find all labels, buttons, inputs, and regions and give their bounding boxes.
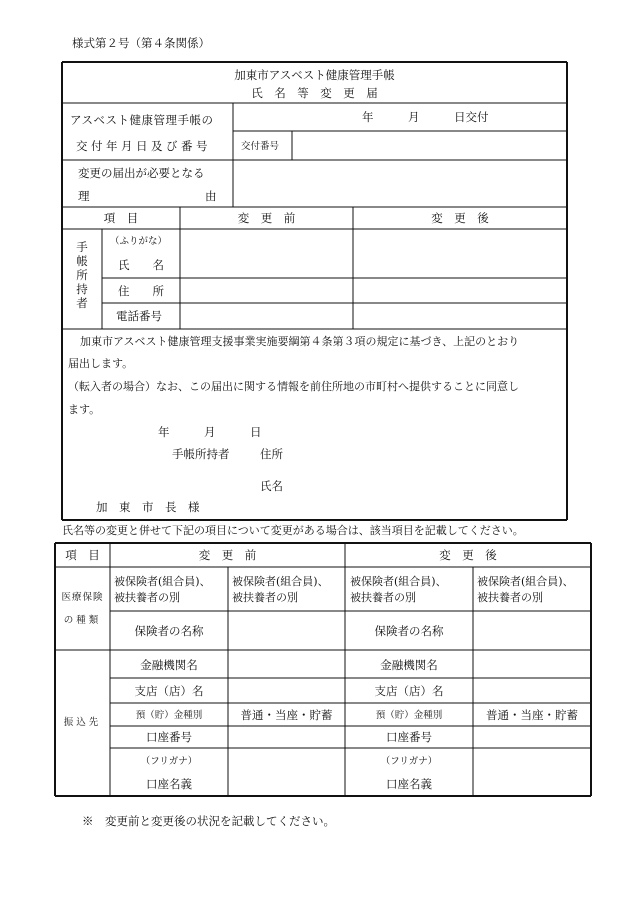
- branch-name-after-field[interactable]: [474, 679, 590, 702]
- holder-address-label: 住 所: [118, 284, 164, 298]
- furigana-after-label: （フリガナ）: [380, 756, 438, 767]
- deposit-type-after-label: 預（貯）金種別: [375, 710, 443, 721]
- insured-before-2-line1: 被保険者(組合員)、: [232, 575, 329, 588]
- note-top: 氏名等の変更と併せて下記の項目について変更がある場合は、該当項目を記載してください。: [62, 524, 524, 537]
- bank-name-before-label: 金融機関名: [140, 658, 198, 672]
- issue-date-line: 年 月 日交付: [362, 110, 489, 124]
- insurance-label-line1: 医療保険: [61, 592, 104, 603]
- declaration-line3: （転入者の場合）なお、この届出に関する情報を前住所地の市町村へ提供することに同意し: [68, 380, 519, 393]
- bank-name-before-field[interactable]: [229, 651, 344, 677]
- form-subtitle: 氏 名 等 変 更 届: [251, 86, 378, 100]
- address-before-field[interactable]: [181, 279, 352, 302]
- deposit-options-after[interactable]: 普通・当座・貯蓄: [486, 708, 578, 722]
- holder-address-sign-label: 住所: [260, 447, 283, 461]
- holder-phone-label: 電話番号: [116, 309, 162, 323]
- holder-group-label: 手帳所持者: [76, 240, 88, 310]
- insured-before-1-line1: 被保険者(組合員)、: [114, 575, 211, 588]
- account-number-after-label: 口座番号: [386, 730, 432, 744]
- account-holder-after-field[interactable]: [474, 749, 590, 795]
- account-holder-before-field[interactable]: [229, 749, 344, 795]
- insurance-label-line2: の種類: [63, 615, 102, 626]
- bank-name-after-field[interactable]: [474, 651, 590, 677]
- holder-name-label: 氏 名: [118, 258, 164, 272]
- branch-name-before-label: 支店（店）名: [134, 684, 204, 698]
- issue-number-field[interactable]: [293, 132, 566, 159]
- issue-label-line2: 交付年月日及び番号: [76, 139, 211, 153]
- form-title: 加東市アスベスト健康管理手帳: [234, 68, 395, 82]
- insured-after-1-line1: 被保険者(組合員)、: [350, 575, 447, 588]
- t2-header-after: 変 更 後: [439, 548, 497, 562]
- account-number-before-field[interactable]: [229, 727, 344, 747]
- reason-label-line2a: 理: [78, 189, 90, 203]
- holder-signature-label: 手帳所持者: [172, 447, 230, 461]
- header-item: 項 目: [103, 211, 139, 225]
- declaration-line1: 加東市アスベスト健康管理支援事業実施要綱第４条第３項の規定に基づき、上記のとおり: [80, 335, 520, 348]
- reason-label-line1: 変更の届出が必要となる: [78, 166, 205, 180]
- branch-name-before-field[interactable]: [229, 679, 344, 702]
- t2-header-item: 項 目: [65, 548, 100, 562]
- holder-furigana-label: （ふりがな）: [110, 236, 168, 247]
- insured-after-2-line1: 被保険者(組合員)、: [477, 575, 574, 588]
- insurer-name-before-label: 保険者の名称: [134, 624, 204, 638]
- insurer-name-after-field[interactable]: [474, 612, 590, 649]
- insurer-name-before-field[interactable]: [229, 612, 344, 649]
- insured-before-1-line2: 被扶養者の別: [114, 591, 180, 604]
- name-before-field[interactable]: [181, 230, 352, 277]
- name-after-field[interactable]: [354, 230, 566, 277]
- insurer-name-after-label: 保険者の名称: [374, 624, 444, 638]
- header-after: 変 更 後: [431, 211, 489, 225]
- header-before: 変 更 前: [237, 211, 296, 225]
- account-holder-after-label: 口座名義: [386, 777, 432, 791]
- issue-number-label: 交付番号: [241, 141, 280, 152]
- footnote: ※ 変更前と変更後の状況を記載してください。: [82, 814, 335, 828]
- addressee: 加 東 市 長 様: [96, 500, 200, 514]
- deposit-type-before-label: 預（貯）金種別: [135, 710, 203, 721]
- insured-after-1-line2: 被扶養者の別: [350, 591, 416, 604]
- phone-after-field[interactable]: [354, 304, 566, 328]
- form-number: 様式第２号（第４条関係）: [72, 36, 210, 50]
- phone-before-field[interactable]: [181, 304, 352, 328]
- reason-label-line2b: 由: [205, 189, 217, 203]
- furigana-before-label: （フリガナ）: [140, 756, 198, 767]
- declaration-line4: ます。: [68, 403, 101, 416]
- account-number-after-field[interactable]: [474, 727, 590, 747]
- insured-after-2-line2: 被扶養者の別: [477, 591, 543, 604]
- deposit-options-before[interactable]: 普通・当座・貯蓄: [240, 708, 333, 722]
- reason-field[interactable]: [234, 161, 566, 206]
- issue-label-line1: アスベスト健康管理手帳の: [70, 113, 214, 127]
- account-number-before-label: 口座番号: [146, 730, 192, 744]
- transfer-label: 振込先: [63, 717, 102, 728]
- bank-name-after-label: 金融機関名: [380, 658, 438, 672]
- insured-before-2-line2: 被扶養者の別: [232, 591, 298, 604]
- branch-name-after-label: 支店（店）名: [374, 684, 444, 698]
- declaration-line2: 届出します。: [68, 357, 134, 370]
- declaration-date: 年 月 日: [158, 425, 262, 439]
- holder-name-sign-label: 氏名: [260, 479, 283, 493]
- t2-header-before: 変 更 前: [198, 548, 257, 562]
- address-after-field[interactable]: [354, 279, 566, 302]
- account-holder-before-label: 口座名義: [146, 777, 192, 791]
